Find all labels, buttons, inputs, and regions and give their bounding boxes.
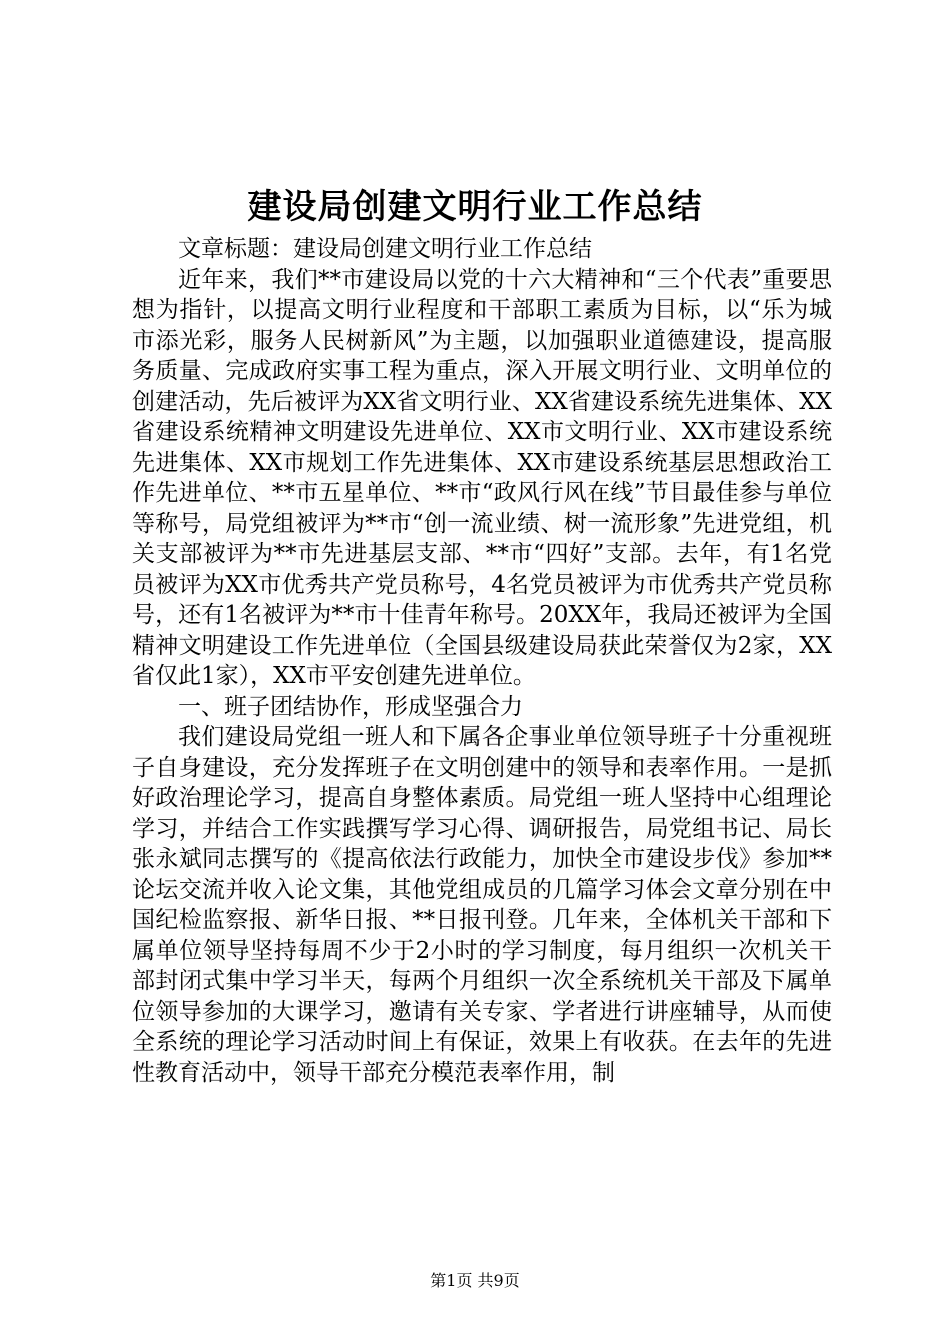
document-title: 建设局创建文明行业工作总结 [247, 187, 703, 227]
page-footer: 第1页 共9页 [430, 1271, 520, 1290]
paragraph-section-one: 我们建设局党组一班人和下属各企事业单位领导班子十分重视班子自身建设，充分发挥班子在文明创建中的领导和表率作用。一是抓好政治理论学习，提高自身整体素质。局党组一班人坚持中心组理论学习，并结合工作实践撰写学习心得、调研报告，局党组书记、局长张永斌同志撰写的《提高依法行政能力，加快全市建设步伐》参加**论坛交流并收入论文集，其他党组成员的几篇学习体会文章分别在中国纪检监察报、新华日报、**日报刊登。几年来，全体机关干部和下属单位领导坚持每周不少于2小时的学习制度，每月组织一次机关干部封闭式集中学习半天，每两个月组织一次全系统机关干部及下属单位领导参加的大课学习，邀请有关专家、学者进行讲座辅导，从而使全系统的理论学习活动时间上有保证，效果上有收获。在去年的先进性教育活动中，领导干部充分模范表率作用，制 [132, 724, 832, 1086]
subtitle-line: 文章标题：建设局创建文明行业工作总结 [178, 236, 592, 262]
paragraph-intro: 近年来，我们**市建设局以党的十六大精神和“三个代表”重要思想为指针，以提高文明行业程度和干部职工素质为目标，以“乐为城市添光彩，服务人民树新风”为主题，以加强职业道德建设，提高服务质量、完成政府实事工程为重点，深入开展文明行业、文明单位的创建活动，先后被评为XX省文明行业、XX省建设系统先进集体、XX省建设系统精神文明建设先进单位、XX市文明行业、XX市建设系统先进集体、XX市规划工作先进集体、XX市建设系统基层思想政治工作先进单位、**市五星单位、**市“政风行风在线”节目最佳参与单位等称号，局党组被评为**市“创一流业绩、树一流形象”先进党组，机关支部被评为**市先进基层支部、**市“四好”支部。去年，有1名党员被评为XX市优秀共产党员称号，4名党员被评为市优秀共产党员称号，还有1名被评为**市十佳青年称号。20XX年，我局还被评为全国精神文明建设工作先进单位（全国县级建设局获此荣誉仅为2家，XX省仅此1家），XX市平安创建先进单位。 [132, 266, 832, 689]
section-heading: 一、班子团结协作，形成坚强合力 [178, 693, 523, 720]
document-body [132, 234, 832, 1088]
